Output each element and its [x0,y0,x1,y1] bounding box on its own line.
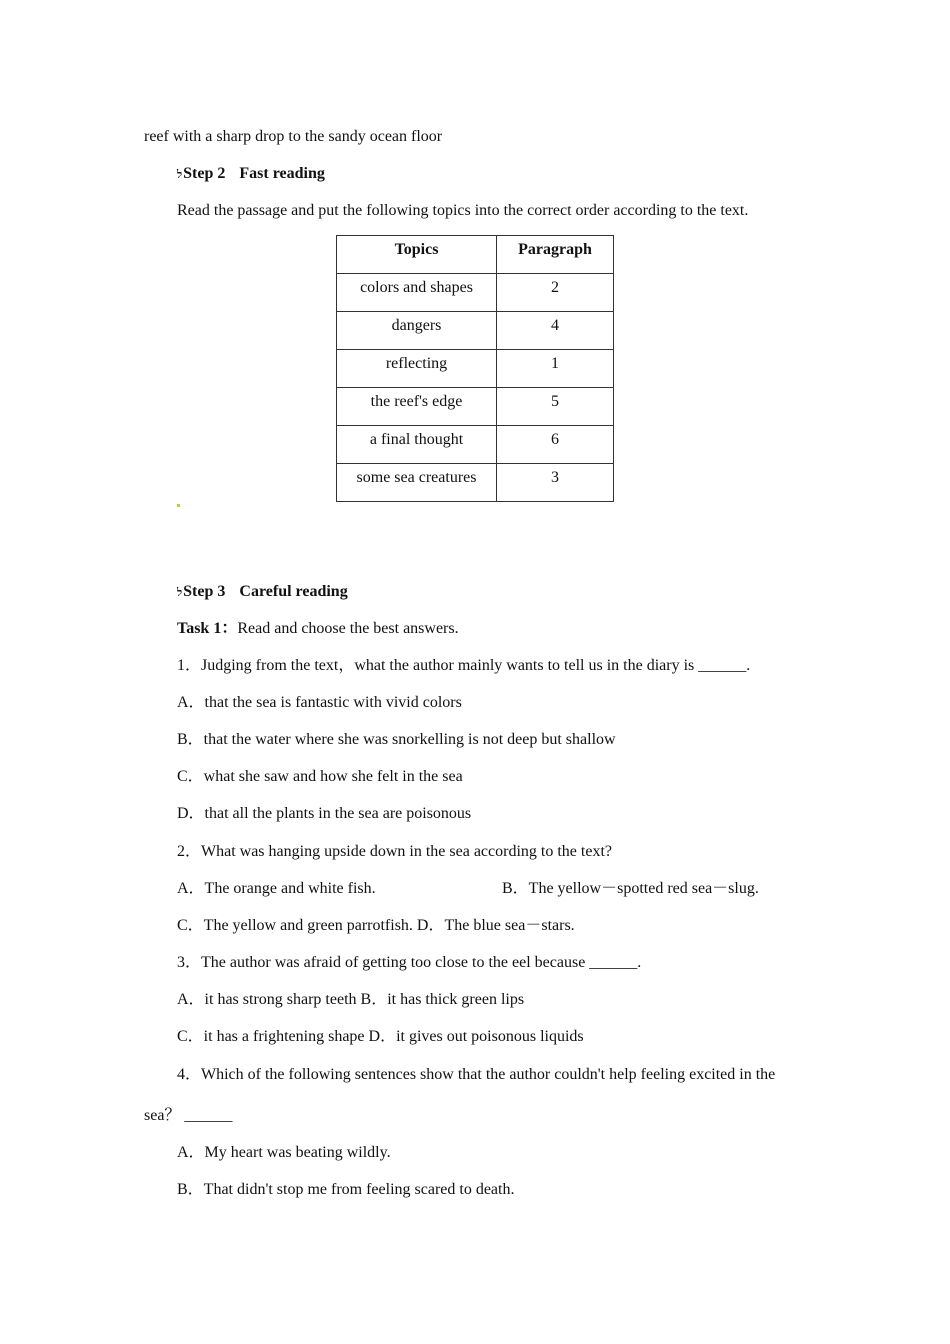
table-row [337,464,614,502]
q2-option-a: A．The orange and white fish. [177,880,376,897]
step2-instruction: Read the passage and put the following topics into the correct order according to the text. [177,202,749,219]
topic-cell: some sea creatures [337,464,497,502]
paragraph-cell: 2 [497,274,614,312]
question-4: 4．Which of the following sentences show that the author couldn't help feeling excited in the [177,1066,776,1083]
q4-option-a: A．My heart was beating wildly. [177,1144,391,1161]
question-3: 3．The author was afraid of getting too close to the eel because ______. [177,954,642,971]
paragraph-cell: 6 [497,426,614,464]
q2-options-cd: C．The yellow and green parrotfish. D．The blue sea－stars. [177,917,575,934]
table-row [337,426,614,464]
task1-text: Read and choose the best answers. [237,620,459,637]
q1-option-d: D．that all the plants in the sea are poisonous [177,805,472,822]
question-4-continued: sea？ ______ [144,1107,233,1124]
q1-option-b: B．that the water where she was snorkelling is not deep but shallow [177,731,616,748]
step2-label: Step 2 [183,165,226,182]
topics-table [336,235,614,502]
header-topics: Topics [337,236,497,274]
table-row [337,274,614,312]
step3-label: Step 3 [183,583,226,600]
table-row [337,388,614,426]
q4-option-b: B．That didn't stop me from feeling scared to death. [177,1181,515,1198]
paragraph-cell: 4 [497,312,614,350]
paragraph-cell: 5 [497,388,614,426]
intro-line: reef with a sharp drop to the sandy ocean floor [144,128,443,145]
paragraph-cell: 3 [497,464,614,502]
topic-cell: reflecting [337,350,497,388]
step2-heading [177,164,325,185]
table-row [337,350,614,388]
header-paragraph: Paragraph [497,236,614,274]
q3-options-cd: C．it has a frightening shape D．it gives out poisonous liquids [177,1028,584,1045]
task1-line [177,619,459,639]
task1-label: Task 1： [177,620,238,637]
q2-option-b: B．The yellow－spotted red sea－slug. [502,880,759,897]
table-header-row [337,236,614,274]
topic-cell: colors and shapes [337,274,497,312]
step-marker-icon: ל [177,587,183,599]
topic-cell: dangers [337,312,497,350]
table-row [337,312,614,350]
topic-cell: a final thought [337,426,497,464]
step3-title: Careful reading [239,583,348,600]
q3-options-ab: A．it has strong sharp teeth B．it has thick green lips [177,991,525,1008]
step2-title: Fast reading [239,165,325,182]
topic-cell: the reef's edge [337,388,497,426]
question-2: 2．What was hanging upside down in the sea according to the text? [177,843,612,860]
step-marker-icon: ל [177,169,183,181]
question-1: 1．Judging from the text，what the author mainly wants to tell us in the diary is ______. [177,657,751,674]
q1-option-c: C．what she saw and how she felt in the sea [177,768,463,785]
paragraph-cell: 1 [497,350,614,388]
q1-option-a: A．that the sea is fantastic with vivid colors [177,694,462,711]
step3-heading [177,582,348,603]
anchor-mark [177,504,180,507]
